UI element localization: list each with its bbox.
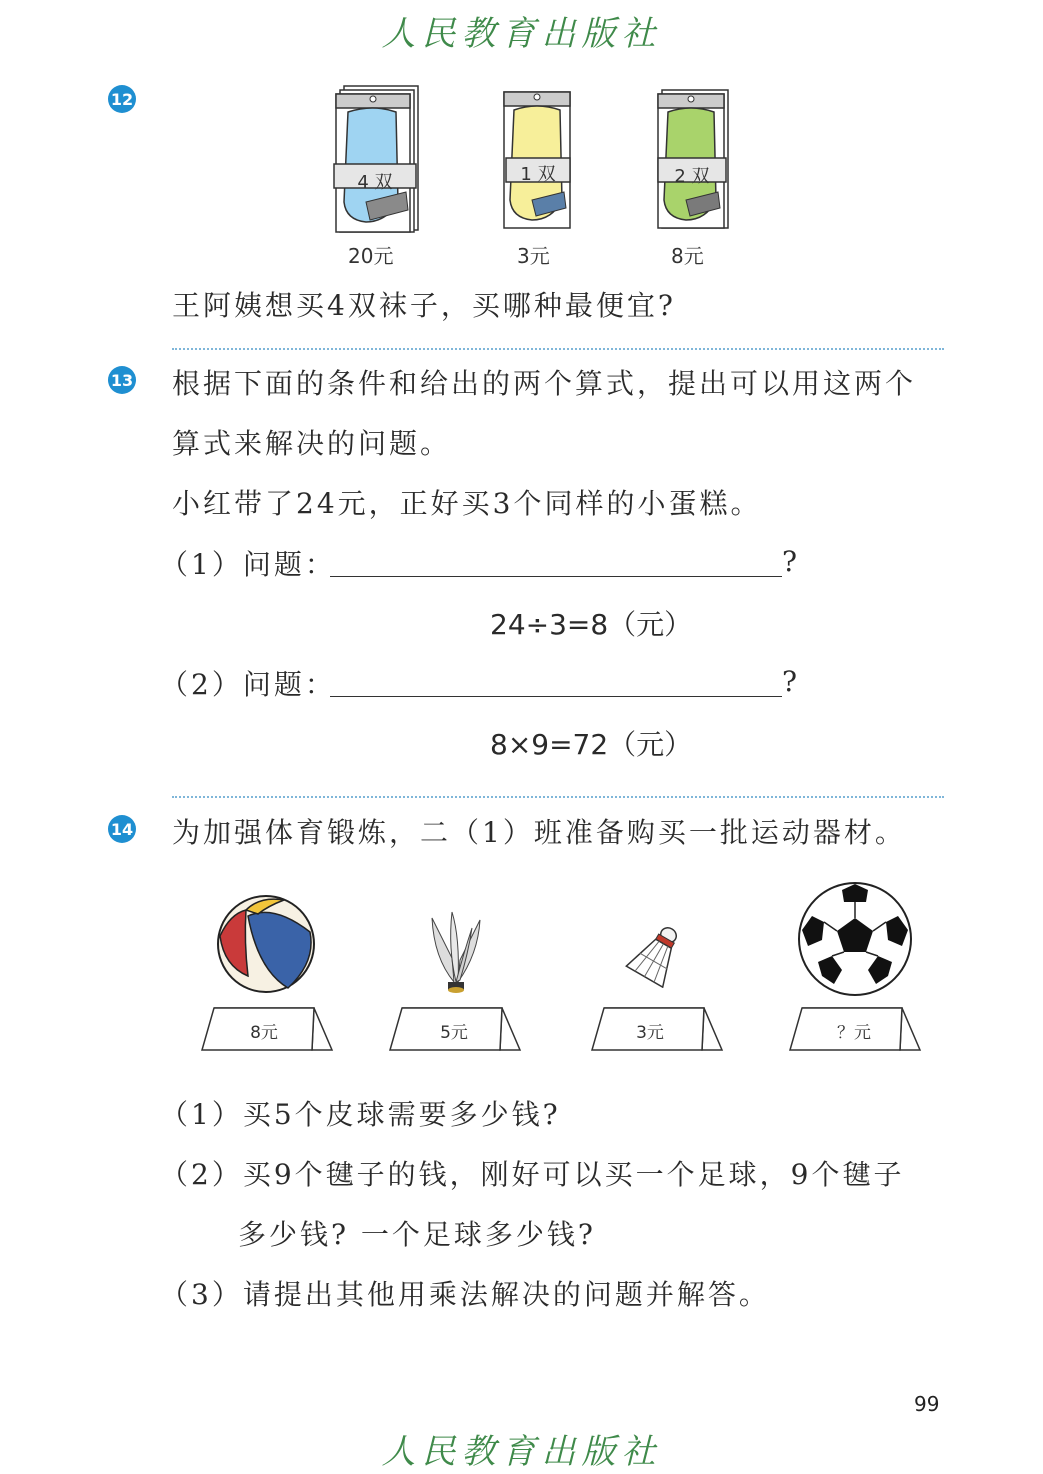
formula-1: 24÷3=8（元） <box>490 608 693 641</box>
problem-13-intro-line2: 算式来解决的问题。 <box>172 427 452 460</box>
divider <box>172 348 944 350</box>
sock-pack-2-pairs <box>654 86 734 232</box>
answer-blank-2[interactable] <box>330 696 782 697</box>
sock-pack-price-2: 3元 <box>517 244 550 268</box>
problem-14-intro: 为加强体育锻炼，二（1）班准备购买一批运动器材。 <box>172 816 906 849</box>
sock-pack-price-1: 20元 <box>348 244 394 268</box>
price-ball: 8元 <box>250 1023 278 1043</box>
problem-12-question: 王阿姨想买4双袜子，买哪种最便宜? <box>172 289 676 322</box>
footer-publisher-logo: 人民教育出版社 <box>381 1432 662 1472</box>
price-soccer: ？元 <box>837 1023 871 1043</box>
price-badminton: 3元 <box>636 1023 664 1043</box>
problem-13-q2-label: （2）问题： <box>160 668 336 701</box>
sock-pack-label-3: 2 双 <box>674 166 710 187</box>
problem-13-badge: 13 <box>108 366 136 394</box>
sock-pack-label-1: 4 双 <box>357 172 393 193</box>
problem-13-intro-line1: 根据下面的条件和给出的两个算式，提出可以用这两个 <box>172 367 917 400</box>
divider <box>172 796 944 798</box>
problem-14-q2-line2: 多少钱? 一个足球多少钱? <box>238 1218 596 1251</box>
problem-14-q2-line1: （2）买9个毽子的钱，刚好可以买一个足球，9个毽子 <box>160 1158 905 1191</box>
shuttlecock-feather-icon <box>428 908 484 996</box>
answer-blank-1[interactable] <box>330 576 782 577</box>
problem-13-q1-end: ? <box>782 545 801 578</box>
soccer-ball-icon <box>796 880 914 998</box>
beach-ball-icon <box>214 892 318 996</box>
header-publisher-logo: 人民教育出版社 <box>381 14 662 54</box>
formula-2: 8×9=72（元） <box>490 728 693 761</box>
badminton-shuttlecock-icon <box>624 922 690 988</box>
sock-pack-4-pairs <box>326 82 426 234</box>
sock-pack-price-3: 8元 <box>671 244 704 268</box>
problem-13-q1-label: （1）问题： <box>160 548 336 581</box>
problem-13-q2-end: ? <box>782 665 801 698</box>
page-number: 99 <box>914 1392 940 1416</box>
price-jianzi: 5元 <box>440 1023 468 1043</box>
problem-13-condition: 小红带了24元，正好买3个同样的小蛋糕。 <box>172 487 762 520</box>
problem-14-q1: （1）买5个皮球需要多少钱? <box>160 1098 561 1131</box>
sock-pack-label-2: 1 双 <box>520 164 556 185</box>
problem-12-badge: 12 <box>108 85 136 113</box>
problem-14-q3: （3）请提出其他用乘法解决的问题并解答。 <box>160 1278 770 1311</box>
problem-14-badge: 14 <box>108 815 136 843</box>
